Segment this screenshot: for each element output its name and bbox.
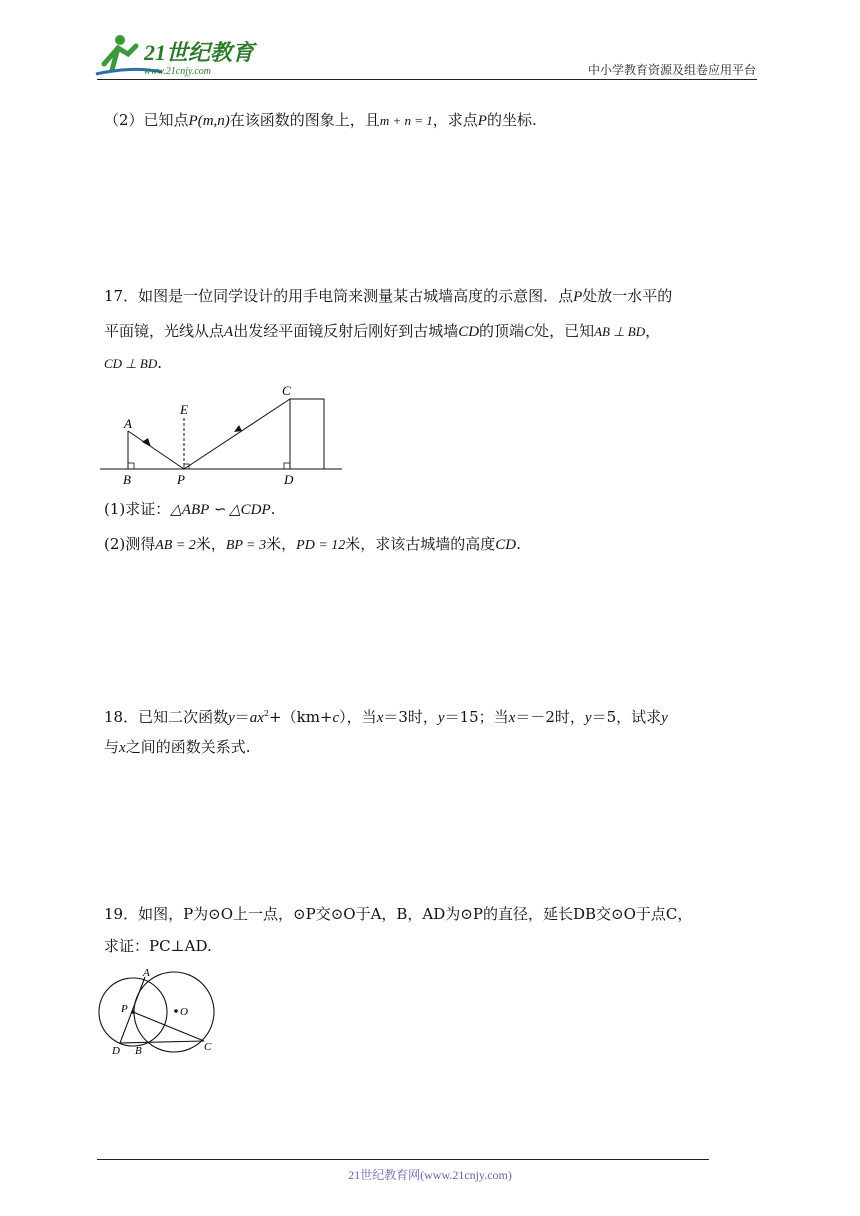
label-a: A xyxy=(124,416,132,431)
footer-link[interactable]: 21世纪教育网(www.21cnjy.com) xyxy=(348,1168,512,1182)
q17-line1: 17．如图是一位同学设计的用手电筒来测量某古城墙高度的示意图．点P处放一水平的 xyxy=(104,287,673,305)
label-p: P xyxy=(177,472,185,487)
arrow-ap xyxy=(142,438,151,447)
q18-line2: 与x之间的函数关系式. xyxy=(104,738,251,756)
label-b: B xyxy=(123,472,131,487)
header-divider xyxy=(97,79,757,80)
label-a: A xyxy=(143,967,150,979)
label-c: C xyxy=(204,1041,212,1053)
label-o: O xyxy=(180,1006,188,1018)
ray-ap xyxy=(128,431,184,469)
right-angle-d xyxy=(284,463,290,469)
q17-line2: 平面镜，光线从点A出发经平面镜反射后刚好到古城墙CD的顶端C处，已知AB ⊥ BD， xyxy=(104,322,661,340)
q19-figure xyxy=(96,964,226,1063)
label-e: E xyxy=(180,402,188,417)
q17-figure xyxy=(96,380,346,494)
center-p xyxy=(131,1010,135,1014)
segment-pc xyxy=(133,1012,204,1041)
site-name: 中小学教育资源及组卷应用平台 xyxy=(587,63,756,77)
footer-divider xyxy=(97,1159,709,1160)
label-d: D xyxy=(112,1045,120,1057)
arrow-pc xyxy=(234,425,242,432)
label-p: P xyxy=(121,1003,128,1015)
q19-line2: 求证：PC⊥AD. xyxy=(104,937,212,955)
q17-sub2: (2)测得AB = 2米，BP = 3米，PD = 12米，求该古城墙的高度CD. xyxy=(104,535,521,553)
segment-dc xyxy=(120,1041,204,1043)
q17-line3: CD ⊥ BD. xyxy=(104,354,162,372)
label-b: B xyxy=(135,1045,142,1057)
label-d: D xyxy=(284,472,294,487)
q16-part2: （2）已知点P(m,n)在该函数的图象上，且m + n = 1，求点P的坐标. xyxy=(104,111,537,129)
right-angle-b xyxy=(128,463,134,469)
ray-pc xyxy=(184,399,290,469)
label-c: C xyxy=(282,383,291,398)
q19-line1: 19．如图，P为⊙O上一点，⊙P交⊙O于A，B，AD为⊙P的直径，延长DB交⊙O于点C， xyxy=(104,905,693,923)
q17-sub1: (1)求证：△ABP ∽ △CDP. xyxy=(104,500,276,518)
header-logo xyxy=(92,30,262,80)
center-o xyxy=(174,1009,178,1013)
logo-text: 21世纪教育 xyxy=(144,40,255,65)
q18-line1: 18．已知二次函数$y=ax^2+(km+c)$，当x＝3时，y＝15；当x＝－2时，y＝5，试求y xyxy=(104,708,668,726)
wall-cd xyxy=(290,399,324,469)
logo-url: www.21cnjy.com xyxy=(144,66,212,77)
